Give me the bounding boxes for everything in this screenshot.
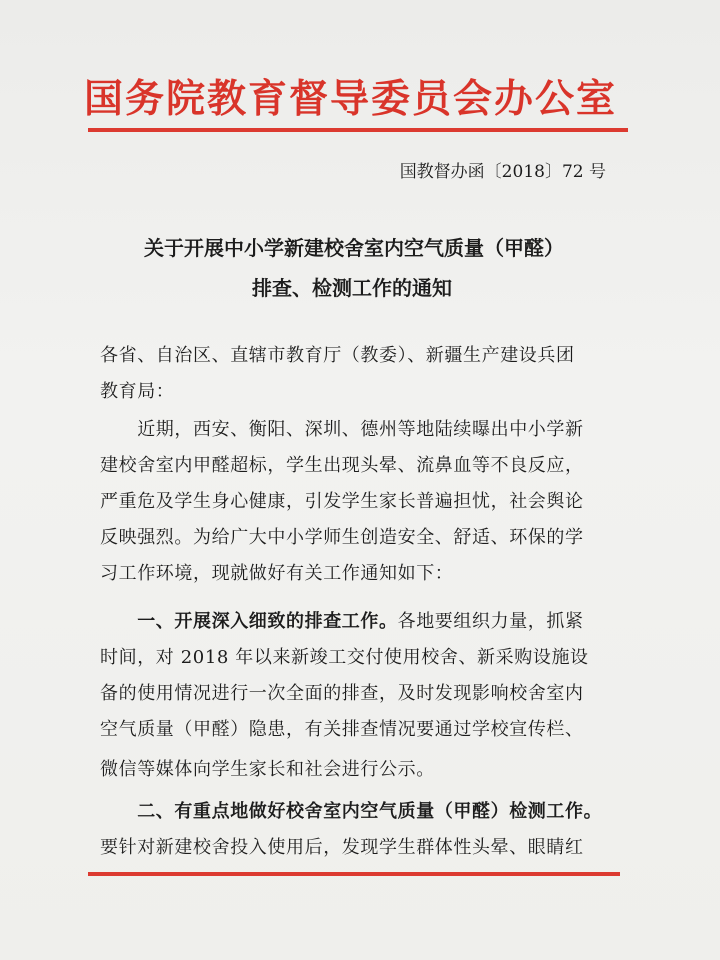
- section-1-first-line: [100, 604, 620, 640]
- paragraph-line: 要针对新建校舍投入使用后，发现学生群体性头晕、眼睛红: [100, 837, 584, 858]
- issuing-office-header: 国务院教育督导委员会办公室: [84, 76, 618, 122]
- paragraph-line: 微信等媒体向学生家长和社会进行公示。: [100, 759, 435, 780]
- addressee-line-1: 各省、自治区、直辖市教育厅（教委）、新疆生产建设兵团: [100, 345, 575, 366]
- paragraph-line: 反映强烈。为给广大中小学师生创造安全、舒适、环保的学: [100, 527, 584, 548]
- section-1-title: 一、开展深入细致的排查工作。: [100, 611, 398, 632]
- addressee-line-2: 教育局：: [100, 381, 175, 402]
- section-2-title: 二、有重点地做好校舍室内空气质量（甲醛）检测工作。: [100, 801, 603, 822]
- document-title-line-1: 关于开展中小学新建校舍室内空气质量（甲醛）: [144, 236, 564, 260]
- paragraph-line: 时间，对 2018 年以来新竣工交付使用校舍、新采购设施设: [100, 647, 589, 668]
- red-divider-bottom: [88, 872, 620, 876]
- paragraph-line: 习工作环境，现就做好有关工作通知如下：: [100, 563, 454, 584]
- section-1-text: 各地要组织力量，抓紧: [397, 611, 584, 632]
- document-title-line-2: 排查、检测工作的通知: [252, 276, 452, 300]
- paragraph-line: 建校舍室内甲醛超标，学生出现头晕、流鼻血等不良反应，: [100, 455, 584, 476]
- section-2-first-line: [100, 794, 620, 830]
- paragraph-line: 备的使用情况进行一次全面的排查，及时发现影响校舍室内: [100, 683, 584, 704]
- paragraph-line: 空气质量（甲醛）隐患，有关排查情况要通过学校宣传栏、: [100, 719, 584, 740]
- document-number: 国教督办函〔2018〕72 号: [399, 162, 606, 182]
- red-divider-top: [88, 128, 628, 132]
- paragraph-line: 近期，西安、衡阳、深圳、德州等地陆续曝出中小学新: [100, 419, 584, 440]
- paragraph-line: 严重危及学生身心健康，引发学生家长普遍担忧，社会舆论: [100, 491, 584, 512]
